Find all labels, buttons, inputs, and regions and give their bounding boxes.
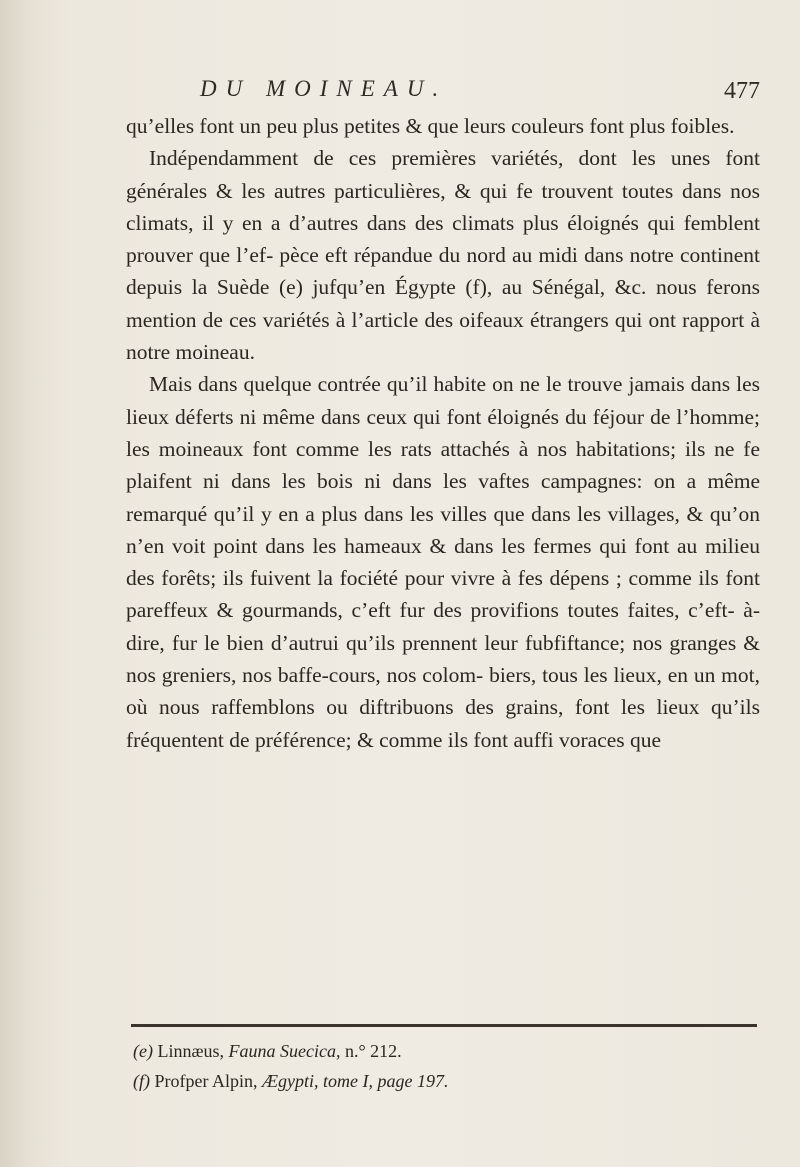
footnote-e bbox=[133, 1036, 759, 1066]
text-line: de préférence; & comme ils font auffi voraces que bbox=[229, 727, 662, 752]
footnote-ref: n.° 212. bbox=[344, 1041, 402, 1061]
text-line: jamais dans les lieux déferts ni même dans ceux qui font bbox=[126, 372, 761, 429]
footnote-author: Linnæus, bbox=[157, 1041, 224, 1061]
text-line: trouvent toutes dans nos climats, il y en a d’autres dans bbox=[126, 178, 760, 235]
text-line: les rats attachés à nos habitations; ils ne fe plaifent ni bbox=[126, 436, 761, 494]
text-line: fociété pour vivre à fes dépens ; comme ils font pareffeux bbox=[126, 566, 761, 623]
paragraph-continued bbox=[126, 110, 760, 142]
running-title: DU MOINEAU. bbox=[200, 76, 448, 101]
text-line: font plus foibles. bbox=[589, 114, 735, 138]
text-line: unes font générales & les autres particulières, & qui fe bbox=[126, 146, 761, 203]
text-line: villages, & qu’on n’en voit point dans les hameaux & dans bbox=[126, 501, 760, 558]
text-line: étrangers qui ont rapport à notre moineau. bbox=[126, 307, 760, 365]
text-line: depuis la Suède (e) jufqu’en Égypte (f), au Sénégal, &c. bbox=[126, 275, 647, 300]
text-line: pèce eft répandue du nord au midi dans notre continent bbox=[279, 243, 761, 268]
paragraph-habitat bbox=[126, 368, 760, 756]
text-line: des climats plus éloignés qui femblent prouver que l’ef- bbox=[126, 210, 761, 268]
text-line: Mais dans quelque contrée qu’il habite on ne le trouve bbox=[149, 372, 623, 397]
footnote-author: Profper Alpin, bbox=[154, 1071, 258, 1091]
footnotes bbox=[133, 1036, 759, 1096]
text-line: les fermes qui font au milieu des forêts; ils fuivent la bbox=[126, 533, 761, 591]
text-line: remarqué qu’il y en a plus dans les villes que dans les bbox=[126, 501, 602, 526]
text-line: & gourmands, c’eft fur des provifions toutes faites, c’eft- bbox=[216, 598, 735, 623]
paragraph-varieties bbox=[126, 142, 760, 368]
footnote-mark: (f) bbox=[133, 1071, 150, 1091]
text-line: qu’elles font un peu plus petites & que leurs couleurs bbox=[126, 114, 584, 138]
text-line: diftribuons des grains, font les lieux qu’ils fréquentent bbox=[126, 695, 760, 752]
text-line: éloignés du féjour de l’homme; les moineaux font comme bbox=[126, 404, 761, 461]
footnote-divider bbox=[131, 1024, 757, 1027]
footnote-title: Ægypti, tome I, page 197. bbox=[262, 1071, 449, 1091]
text-line: nos granges & nos greniers, nos baffe-cours, nos colom- bbox=[126, 630, 761, 688]
footnote-f bbox=[133, 1066, 759, 1096]
body-text bbox=[126, 110, 760, 756]
text-line: nous ferons mention de ces variétés à l’article des oifeaux bbox=[126, 275, 760, 332]
text-line: dans les bois ni dans les vaftes campagnes: on a même bbox=[231, 469, 761, 494]
text-line: biers, tous les lieux, en un mot, où nous raffemblons ou bbox=[126, 663, 760, 720]
page-header bbox=[200, 70, 760, 110]
text-line: Indépendamment de ces premières variétés, dont les bbox=[149, 146, 656, 171]
footnote-mark: (e) bbox=[133, 1041, 153, 1061]
text-line: à-dire, fur le bien d’autrui qu’ils prennent leur fubfiftance; bbox=[126, 598, 760, 655]
page-number: 477 bbox=[724, 78, 760, 104]
footnote-title: Fauna Suecica, bbox=[228, 1041, 341, 1061]
